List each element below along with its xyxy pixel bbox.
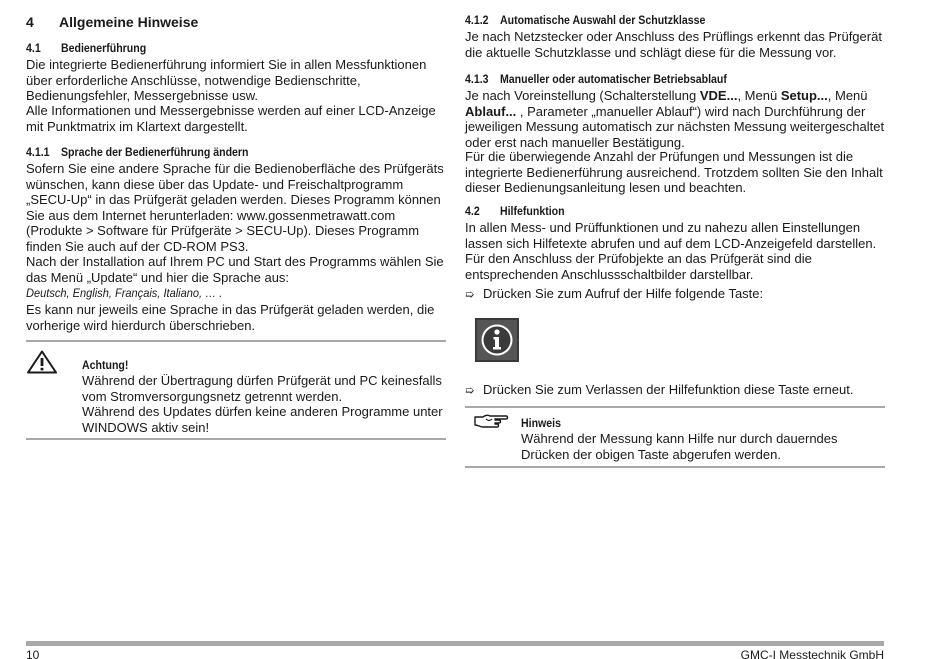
paragraph-4-1-3-b: Für die überwiegende Anzahl der Prüfungen und Messungen ist die integrierte Bedienerführung ausreichend. Trotzdem sollten Sie den Inhalt dieser Bedienungsanleitung lesen und beachten.: [465, 149, 883, 195]
paragraph-4-1-b: Alle Informationen und Messergebnisse werden auf einer LCD-Anzeige mit Punktmatrix im Klartext dargestellt.: [26, 103, 436, 134]
heading-number: 4.1.3: [465, 74, 489, 86]
heading-4-2: [465, 206, 565, 218]
paragraph-4-1-3-a: [465, 88, 885, 150]
heading-4-1-1: [26, 147, 249, 159]
section-title: Allgemeine Hinweise: [59, 14, 199, 30]
hint-text: Während der Messung kann Hilfe nur durch dauerndes Drücken der obigen Taste abgerufen werden.: [521, 431, 838, 462]
text-run: , Menü: [737, 88, 781, 103]
text-run: , Parameter „manueller Ablauf“) wird nach Durchführung der jeweiligen Messung automatisch zur nächsten Messung weitergeschaltet oder erst nach manueller Bestätigung.: [465, 103, 885, 150]
instruction-text: Drücken Sie zum Aufruf der Hilfe folgende Taste:: [483, 286, 764, 301]
instruction-text: Drücken Sie zum Verlassen der Hilfefunktion diese Taste erneut.: [483, 382, 854, 397]
language-list: Deutsch, English, Français, Italiano, … .: [26, 286, 223, 300]
pointing-hand-icon: [473, 413, 509, 434]
instruction-item-2: [465, 382, 853, 400]
hint-bottom-rule: [465, 466, 885, 468]
footer-company: GMC-I Messtechnik GmbH: [740, 648, 884, 659]
heading-4-1-2: [465, 15, 705, 27]
section-number: 4: [26, 14, 34, 30]
paragraph-4-1-1-b: Nach der Installation auf Ihrem PC und Start des Programms wählen Sie das Menü „Update“ und hier die Sprache aus:: [26, 254, 444, 285]
heading-number: 4.1.2: [465, 15, 489, 27]
text-run: , Menü: [827, 88, 868, 103]
section-heading-4: [26, 14, 198, 30]
paragraph-4-1-2: Je nach Netzstecker oder Anschluss des Prüflings erkennt das Prüfgerät die aktuelle Schutzklasse und schlägt diese für die Messung vor.: [465, 29, 882, 60]
heading-title: Hilfefunktion: [499, 206, 565, 218]
paragraph-4-1-a: Die integrierte Bedienerführung informiert Sie in allen Messfunktionen über erforderliche Anschlüsse, notwendige Bedienschritte, Bedienungsfehler, Messergebnisse usw.: [26, 57, 427, 103]
warning-bottom-rule: [26, 438, 446, 440]
heading-4-1-3: [465, 74, 727, 86]
page-number: 10: [26, 648, 40, 659]
heading-title: Bedienerführung: [60, 43, 147, 55]
warning-title: Achtung!: [82, 360, 129, 372]
warning-text-1: Während der Übertragung dürfen Prüfgerät und PC keinesfalls vom Stromversorgungsnetz getrennt werden.: [82, 373, 442, 404]
heading-title: Manueller oder automatischer Betriebsablauf: [499, 74, 727, 86]
warning-text-2: Während des Updates dürfen keine anderen Programme unter WINDOWS aktiv sein!: [82, 404, 443, 435]
heading-title: Automatische Auswahl der Schutzklasse: [499, 15, 706, 27]
paragraph-4-2: In allen Mess- und Prüffunktionen und zu nahezu allen Einstellungen lassen sich Hilfetexte abrufen und auf dem LCD-Anzeigefeld darstellen. Für den Anschluss der Prüfobjekte an das Prüfgerät sind die entsprechenden Anschlussschaltbilder darstellbar.: [465, 220, 877, 282]
arrow-bullet-icon: ➯: [465, 289, 475, 301]
menu-ablauf: Ablauf...: [465, 103, 517, 119]
footer-bar: [26, 641, 884, 646]
arrow-bullet-icon: ➯: [465, 385, 475, 397]
text-run: Je nach Voreinstellung (Schalterstellung: [465, 88, 700, 103]
hint-top-rule: [465, 406, 885, 408]
heading-4-1: [26, 43, 146, 55]
menu-setup: Setup...: [780, 88, 828, 103]
paragraph-4-1-1-a: Sofern Sie eine andere Sprache für die Bedienoberfläche des Prüfgeräts wünschen, kann diese über das Update- und Freischaltprogramm „SECU-Up“ in das Prüfgerät geladen werden. Dieses Programm können Sie aus dem Internet herunterladen: www.gossenmetrawatt.com (Produkte > Software für Prüfgeräte > SECU-Up). Dieses Programm finden Sie auch auf der CD-ROM PS3.: [26, 161, 444, 254]
hint-title: Hinweis: [521, 418, 561, 430]
heading-number: 4.1.1: [26, 147, 50, 159]
heading-title: Sprache der Bedienerführung ändern: [60, 147, 249, 159]
heading-number: 4.2: [465, 206, 480, 218]
warning-top-rule: [26, 340, 446, 342]
warning-triangle-icon: [27, 350, 57, 379]
paragraph-4-1-1-c: Es kann nur jeweils eine Sprache in das Prüfgerät geladen werden, die vorherige wird hierdurch überschrieben.: [26, 302, 435, 333]
menu-vde: VDE...: [699, 88, 738, 103]
instruction-item-1: [465, 286, 763, 304]
info-key-icon: [475, 318, 519, 367]
heading-number: 4.1: [26, 43, 41, 55]
